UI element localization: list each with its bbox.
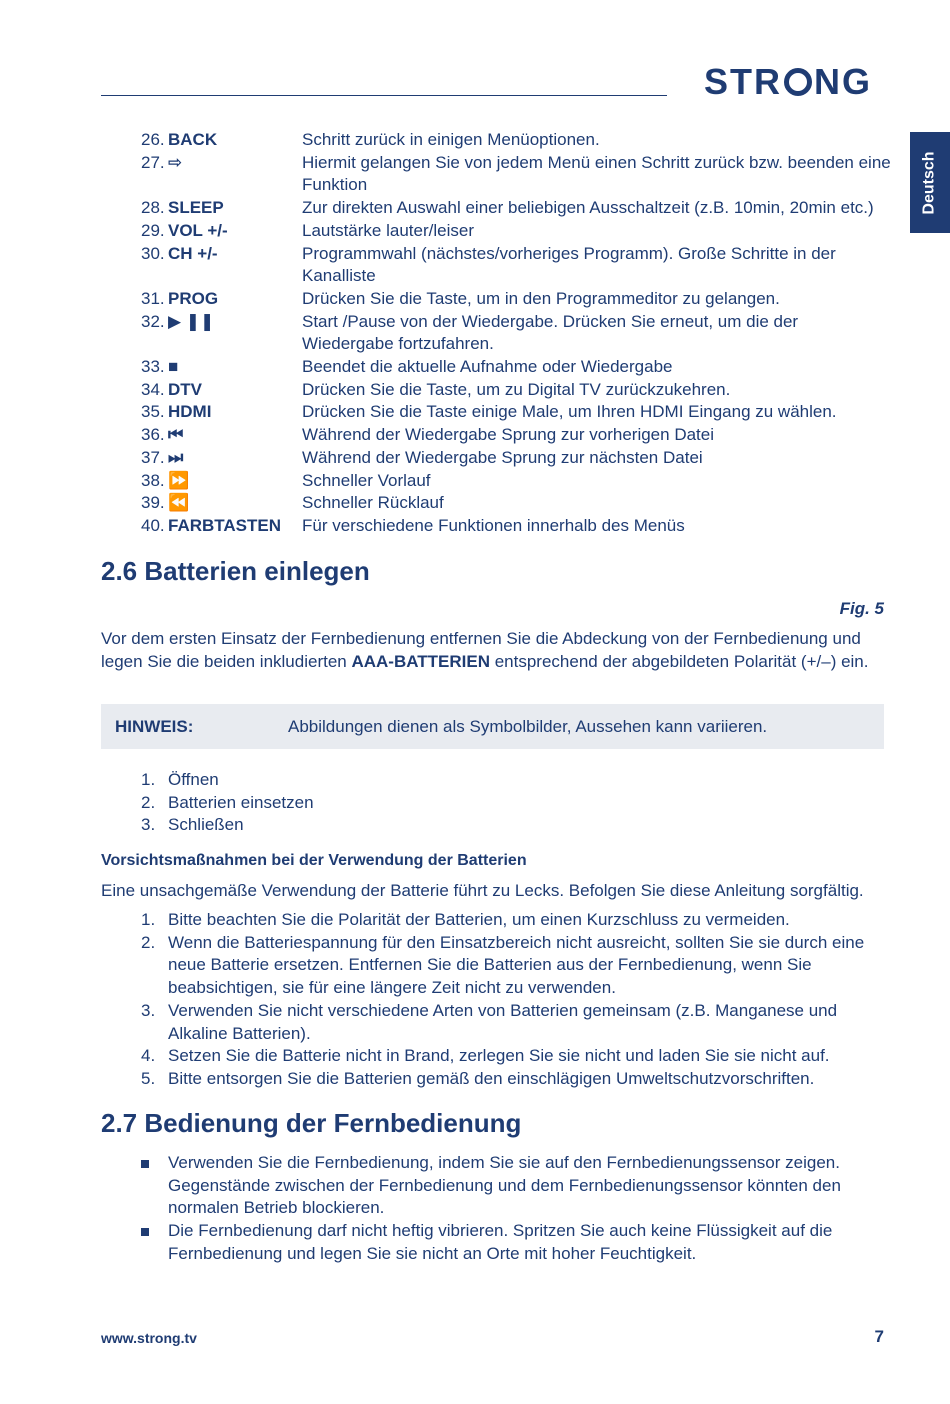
remote-usage-list <box>141 1152 861 1266</box>
list-item-number: 3. <box>141 815 156 835</box>
key-description: Während der Wiedergabe Sprung zur nächsten Datei <box>302 447 703 467</box>
key-number: 37. <box>141 447 165 467</box>
key-name: ⏭ <box>168 447 184 467</box>
list-item-text: Schließen <box>168 815 244 835</box>
key-number: 27. <box>141 152 165 172</box>
precautions-title: Vorsichtsmaßnahmen bei der Verwendung der Batterien <box>101 852 527 869</box>
battery-intro <box>101 628 891 673</box>
key-number: 28. <box>141 198 165 218</box>
battery-type: AAA-BATTERIEN <box>351 651 490 671</box>
list-item-text: Batterien einsetzen <box>168 792 314 812</box>
note-box <box>101 704 884 749</box>
key-number: 29. <box>141 220 165 240</box>
key-name: ■ <box>168 357 179 377</box>
language-tab-label: Deutsch <box>921 150 938 215</box>
key-row <box>141 401 891 424</box>
key-description: Drücken Sie die Taste, um in den Programmeditor zu gelangen. <box>302 288 780 308</box>
key-number: 33. <box>141 357 165 377</box>
list-item <box>141 792 871 815</box>
note-text: Abbildungen dienen als Symbolbilder, Aussehen kann variieren. <box>288 716 768 736</box>
battery-intro-text-b: entsprechend der abgebildeten Polarität (+/–) ein. <box>489 651 869 671</box>
list-item-number: 3. <box>141 1000 156 1020</box>
strong-logo <box>704 62 872 102</box>
note-label: HINWEIS: <box>115 716 194 736</box>
key-name: ⏮ <box>168 425 184 445</box>
list-item <box>141 1045 871 1068</box>
key-description: Für verschiedene Funktionen innerhalb des Menüs <box>302 515 685 535</box>
list-item-number: 1. <box>141 770 156 789</box>
key-row <box>141 424 891 447</box>
key-row <box>141 243 891 288</box>
key-row <box>141 197 891 220</box>
list-item-number: 1. <box>141 910 156 929</box>
key-description: Während der Wiedergabe Sprung zur vorherigen Datei <box>302 425 715 445</box>
remote-key-list <box>141 129 891 538</box>
key-name: ⇨ <box>168 152 183 172</box>
key-row <box>141 311 891 356</box>
key-name: HDMI <box>168 402 212 422</box>
key-description: Schneller Rücklauf <box>302 493 444 513</box>
key-row <box>141 220 891 243</box>
key-description: Beendet die aktuelle Aufnahme oder Wiedergabe <box>302 357 673 377</box>
figure-reference: Fig. 5 <box>839 599 884 618</box>
key-row <box>141 515 891 538</box>
list-item <box>141 932 871 1000</box>
precautions-list <box>141 909 871 1091</box>
key-number: 35. <box>141 402 165 422</box>
key-description: Schritt zurück in einigen Menüoptionen. <box>302 130 600 149</box>
header-rule <box>101 95 667 96</box>
key-description: Zur direkten Auswahl einer beliebigen Ausschaltzeit (z.B. 10min, 20min etc.) <box>302 198 874 218</box>
square-bullet-icon <box>141 1220 168 1265</box>
list-item <box>141 1152 861 1220</box>
list-item <box>141 814 871 837</box>
list-item-text: Bitte beachten Sie die Polarität der Batterien, um einen Kurzschluss zu vermeiden. <box>168 910 790 929</box>
list-item-number: 4. <box>141 1046 156 1066</box>
key-row <box>141 288 891 311</box>
key-number: 30. <box>141 243 165 263</box>
list-item-text: Wenn die Batteriespannung für den Einsatzbereich nicht ausreicht, sollten Sie sie durch eine neue Batterie ersetzen. Entfernen Sie die Batterien aus der Fernbedienung, wenn Sie beabsichtigen, sie für eine längere Zeit nicht zu verwenden. <box>168 932 865 998</box>
list-item <box>141 769 871 792</box>
key-name: PROG <box>168 288 219 308</box>
list-item <box>141 1000 871 1045</box>
key-number: 32. <box>141 311 165 331</box>
key-number: 38. <box>141 470 165 490</box>
key-description: Drücken Sie die Taste einige Male, um Ihren HDMI Eingang zu wählen. <box>302 402 837 422</box>
key-name: DTV <box>168 379 202 399</box>
key-name: BACK <box>168 130 218 149</box>
list-item-number: 5. <box>141 1068 156 1088</box>
list-item-text: Bitte entsorgen Sie die Batterien gemäß den einschlägigen Umweltschutzvorschriften. <box>168 1068 815 1088</box>
list-item-number: 2. <box>141 932 156 952</box>
battery-intro-text-a: Vor dem ersten Einsatz der Fernbedienung entfernen Sie die Abdeckung von der Fernbedienung und legen Sie die beiden inkludierten <box>101 629 861 671</box>
key-description: Lautstärke lauter/leiser <box>302 220 474 240</box>
key-number: 39. <box>141 493 165 513</box>
key-name: ⏪ <box>168 493 190 513</box>
precautions-intro: Eine unsachgemäße Verwendung der Batterie führt zu Lecks. Befolgen Sie diese Anleitung sorgfältig. <box>101 881 864 900</box>
list-item-text: Öffnen <box>168 770 219 789</box>
square-bullet-icon <box>141 1152 168 1220</box>
key-number: 31. <box>141 288 165 308</box>
section-title-remote-usage: 2.7 Bedienung der Fernbedienung <box>101 1108 522 1138</box>
key-name: SLEEP <box>168 198 224 218</box>
logo-text-start: STR <box>704 61 782 102</box>
key-number: 26. <box>141 130 165 149</box>
key-row <box>141 470 891 493</box>
key-description: Schneller Vorlauf <box>302 470 431 490</box>
key-description: Programmwahl (nächstes/vorheriges Programm). Große Schritte in der Kanalliste <box>302 243 836 286</box>
list-item-text: Setzen Sie die Batterie nicht in Brand, zerlegen Sie sie nicht und laden Sie sie nicht auf. <box>168 1046 830 1066</box>
key-row <box>141 129 891 152</box>
list-item <box>141 909 871 932</box>
key-number: 34. <box>141 379 165 399</box>
footer-website-link[interactable]: www.strong.tv <box>101 1330 197 1346</box>
key-row <box>141 492 891 515</box>
battery-steps-list <box>141 769 871 837</box>
logo-text-end: NG <box>814 61 872 102</box>
key-row <box>141 152 891 197</box>
key-name: ⏩ <box>168 470 190 490</box>
page-number: 7 <box>874 1327 884 1346</box>
list-item-text: Die Fernbedienung darf nicht heftig vibrieren. Spritzen Sie auch keine Flüssigkeit auf die Fernbedienung und legen Sie sie nicht an Orte mit hoher Feuchtigkeit. <box>168 1221 833 1263</box>
key-number: 40. <box>141 515 165 535</box>
list-item-text: Verwenden Sie die Fernbedienung, indem Sie sie auf den Fernbedienungssensor zeigen. Gegenstände zwischen der Fernbedienung und dem Fernbedienungssensor könnten den normalen Betrieb blockieren. <box>168 1153 841 1218</box>
list-item-number: 2. <box>141 792 156 812</box>
key-description: Drücken Sie die Taste, um zu Digital TV zurückzukehren. <box>302 379 731 399</box>
key-row <box>141 379 891 402</box>
key-name: ▶ ❚❚ <box>168 311 215 331</box>
list-item-text: Verwenden Sie nicht verschiedene Arten von Batterien gemeinsam (z.B. Manganese und Alkaline Batterien). <box>168 1000 838 1043</box>
key-name: FARBTASTEN <box>168 515 282 535</box>
key-description: Start /Pause von der Wiedergabe. Drücken Sie erneut, um die der Wiedergabe fortzufahren. <box>302 311 799 354</box>
list-item <box>141 1220 861 1265</box>
key-name: CH +/- <box>168 243 218 263</box>
logo-o-ring-icon <box>784 68 812 96</box>
key-number: 36. <box>141 425 165 445</box>
list-item <box>141 1068 871 1091</box>
key-name: VOL +/- <box>168 220 228 240</box>
key-description: Hiermit gelangen Sie von jedem Menü einen Schritt zurück bzw. beenden eine Funktion <box>302 152 891 195</box>
key-row <box>141 356 891 379</box>
language-tab <box>910 132 950 233</box>
section-title-batteries: 2.6 Batterien einlegen <box>101 556 370 586</box>
key-row <box>141 447 891 470</box>
